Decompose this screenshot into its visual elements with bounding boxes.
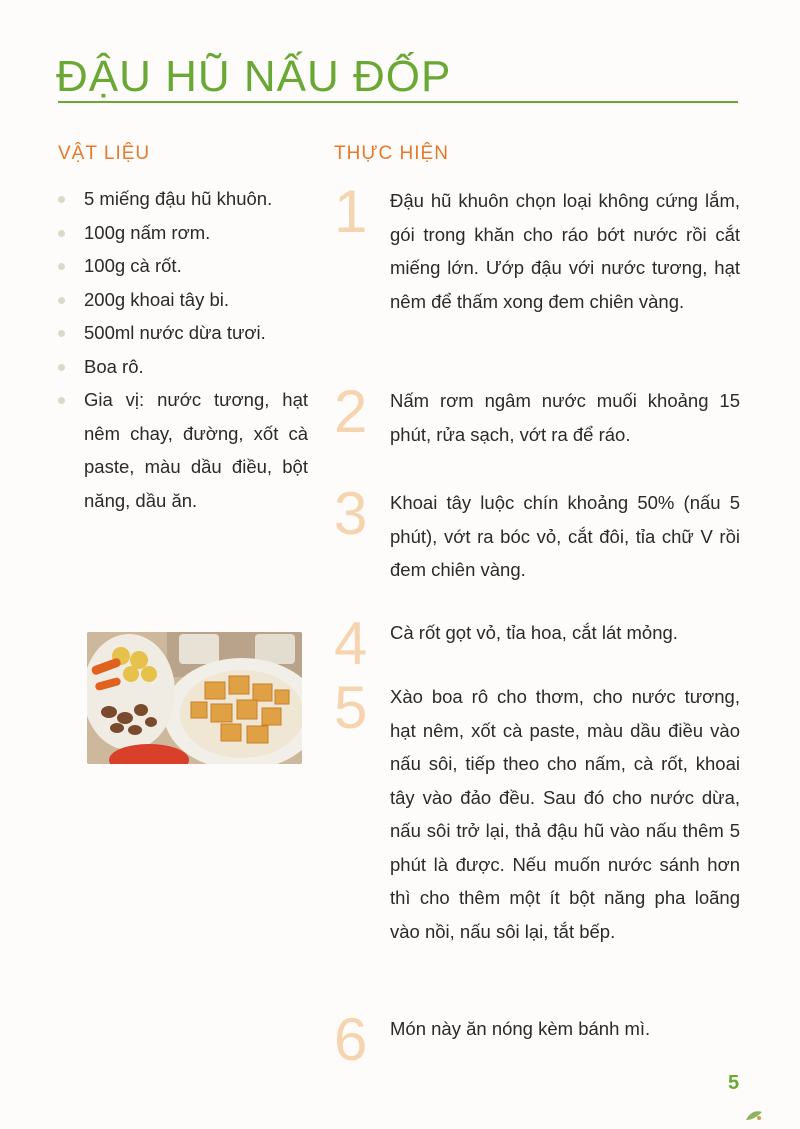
ingredient-item: Boa rô. [58,350,308,384]
bullet-icon [58,196,65,203]
ingredient-item: 100g cà rốt. [58,249,308,283]
title-divider [58,101,738,103]
step-text: Xào boa rô cho thơm, cho nước tương, hạt nêm, xốt cà paste, màu dầu điều vào nấu sôi, tiếp theo cho nấm, cà rốt, khoai tây vào đảo đều. Sau đó cho nước dừa, nấu sôi trở lại, thả đậu hũ vào nấu thêm 5 phút là được. Nếu muốn nước sánh hơn thì cho thêm một ít bột năng pha loãng vào nồi, nấu sôi lại, tắt bếp. [390,686,740,942]
step-text: Nấm rơm ngâm nước muối khoảng 15 phút, rửa sạch, vớt ra để ráo. [390,390,740,445]
bullet-icon [58,364,65,371]
step-text: Món này ăn nóng kèm bánh mì. [390,1018,651,1039]
ingredients-list [58,182,308,517]
bullet-icon [58,297,65,304]
ingredient-item: Gia vị: nước tương, hạt nêm chay, đường, xốt cà paste, màu dầu điều, bột năng, dầu ăn. [58,383,308,517]
ingredient-item: 100g nấm rơm. [58,216,308,250]
step-number: 5 [334,674,368,741]
method-heading: THỰC HIỆN [334,143,449,164]
bullet-icon [58,230,65,237]
step-number: 2 [334,378,368,445]
bullet-icon [58,263,65,270]
step-text: Cà rốt gọt vỏ, tỉa hoa, cắt lát mỏng. [390,622,678,643]
ingredients-heading: VẬT LIỆU [58,143,151,164]
bullet-icon [58,397,65,404]
ingredient-item: 500ml nước dừa tươi. [58,316,308,350]
step-number: 3 [334,480,368,547]
page-number: 5 [728,1072,740,1094]
ingredient-item: 5 miếng đậu hũ khuôn. [58,182,308,216]
dish-photo [87,632,302,764]
step-number: 6 [334,1006,368,1073]
page-title: ĐẬU HŨ NẤU ĐỐP [56,52,452,101]
step-text: Khoai tây luộc chín khoảng 50% (nấu 5 phút), vớt ra bóc vỏ, cắt đôi, tỉa chữ V rồi đem chiên vàng. [390,492,740,580]
bullet-icon [58,330,65,337]
step-text: Đậu hũ khuôn chọn loại không cứng lắm, gói trong khăn cho ráo bớt nước rồi cắt miếng lớn. Ướp đậu với nước tương, hạt nêm để thấm xong đem chiên vàng. [390,190,740,312]
ingredient-item: 200g khoai tây bi. [58,283,308,317]
step-number: 4 [334,610,368,677]
step-number: 1 [334,178,368,245]
